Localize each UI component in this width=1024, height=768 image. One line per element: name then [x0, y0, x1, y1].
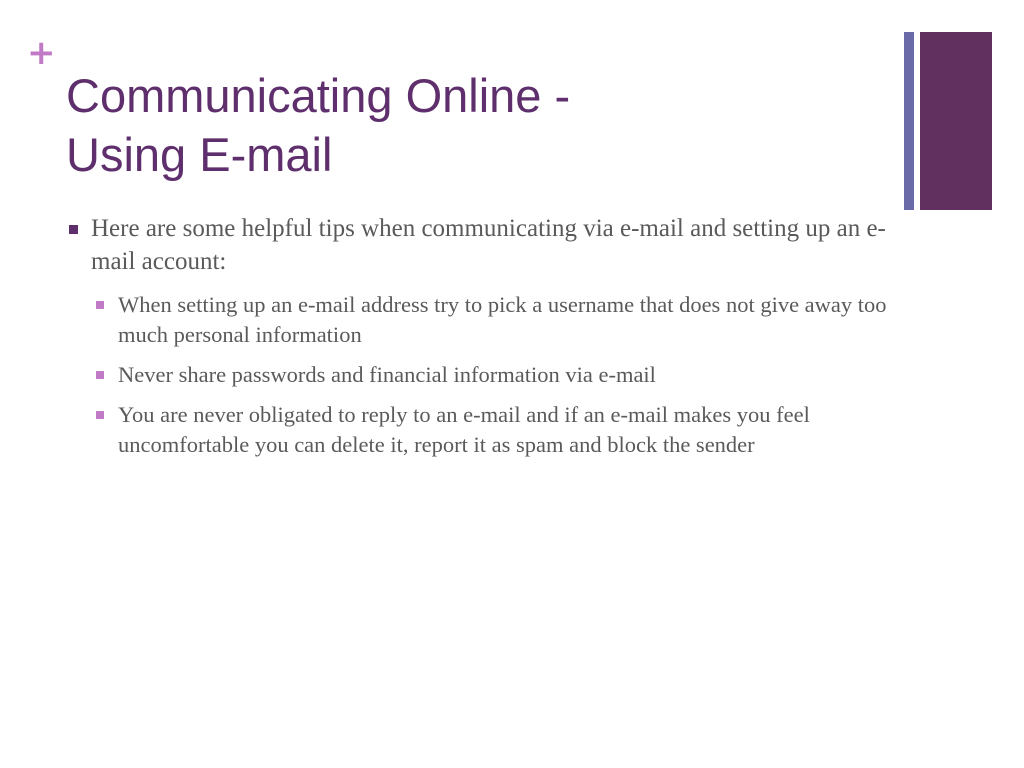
sub-bullet-item — [66, 360, 896, 390]
square-bullet-icon — [96, 371, 104, 379]
plus-mark-icon: + — [27, 33, 56, 73]
sub-bullet-text: When setting up an e-mail address try to pick a username that does not give away too much personal information — [118, 292, 887, 347]
sub-bullet-item — [66, 400, 896, 460]
title-line-1: Communicating Online - — [66, 69, 571, 122]
slide-title — [66, 66, 886, 184]
square-bullet-icon — [69, 225, 78, 234]
square-bullet-icon — [96, 301, 104, 309]
sub-bullet-list — [66, 290, 896, 460]
title-line-2: Using E-mail — [66, 128, 333, 181]
sub-bullet-text: Never share passwords and financial information via e-mail — [118, 362, 656, 387]
slide-body — [66, 212, 896, 470]
accent-bar-thin — [904, 32, 914, 210]
bullet-text: Here are some helpful tips when communicating via e-mail and setting up an e-mail account: — [91, 215, 886, 275]
sub-bullet-text: You are never obligated to reply to an e-mail and if an e-mail makes you feel uncomfortable you can delete it, report it as spam and block the sender — [118, 402, 810, 457]
square-bullet-icon — [96, 411, 104, 419]
sub-bullet-item — [66, 290, 896, 350]
accent-bar-thick — [920, 32, 992, 210]
bullet-item — [66, 212, 896, 278]
